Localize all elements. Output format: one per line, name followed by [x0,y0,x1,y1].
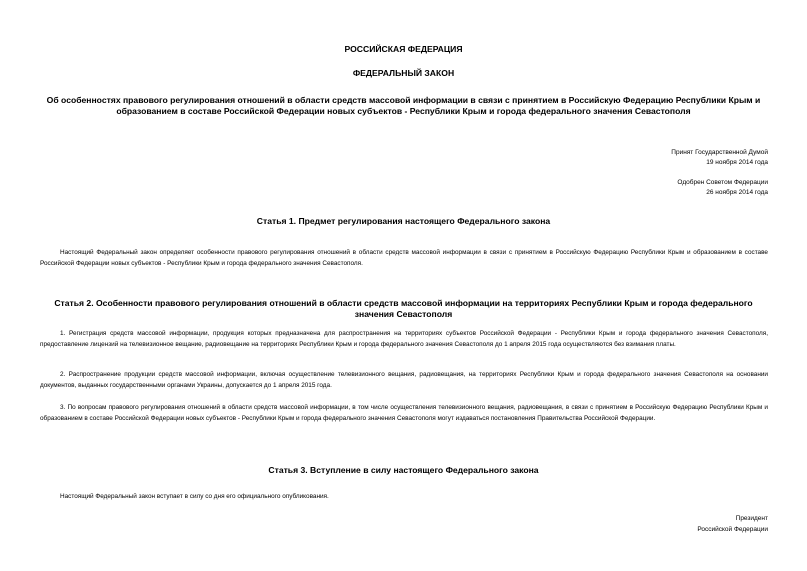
article-3-paragraph: Настоящий Федеральный закон вступает в силу со дня его официального опубликования. [60,493,329,500]
duma-adoption-date: 19 ноября 2014 года [706,159,768,166]
article-2-heading: Статья 2. Особенности правового регулирования отношений в области средств массовой информации на территориях Республики Крым и города федерального значения Севастополя [54,298,753,319]
signature-country: Российской Федерации [697,526,768,533]
law-title: Об особенностях правового регулирования отношений в области средств массовой информации в связи с принятием в Российскую Федерацию Республики Крым и образованием в составе Российской Федерации новых субъектов - Республики Крым и города федерального значения Севастополя [46,95,761,116]
council-approval-label: Одобрен Советом Федерации [677,179,768,186]
article-1-paragraph: Настоящий Федеральный закон определяет особенности правового регулирования отношений в области средств массовой информации в связи с принятием в Российскую Федерацию Республики Крым и образованием в составе Российской Федерации новых субъектов - Республики Крым и города федерального значения Севастополя. [40,249,768,267]
law-type-heading: ФЕДЕРАЛЬНЫЙ ЗАКОН [352,68,455,78]
article-1-heading: Статья 1. Предмет регулирования настоящего Федерального закона [256,216,551,226]
signature-position: Президент [735,515,768,522]
country-heading: РОССИЙСКАЯ ФЕДЕРАЦИЯ [344,44,463,54]
duma-adoption-label: Принят Государственной Думой [671,149,768,156]
article-3-heading: Статья 3. Вступление в силу настоящего Федерального закона [268,465,539,475]
council-approval-date: 26 ноября 2014 года [706,189,768,196]
article-2-paragraph-3: 3. По вопросам правового регулирования отношений в области средств массовой информации, в том числе осуществления телевизионного вещания, радиовещания, в связи с принятием в Российскую Федерацию Республики Крым и образованием в составе Российской Федерации новых субъектов - Республики Крым и города федерального значения Севастополя могут издаваться постановления Правительства Российской Федерации. [40,404,768,422]
article-2-paragraph-2: 2. Распространение продукции средств массовой информации, включая осуществление телевизионного вещания, радиовещания, на территориях Республики Крым и города федерального значения Севастополя на основании документов, выданных государственными органами Украины, допускается до 1 апреля 2015 года. [40,371,768,389]
article-2-paragraph-1: 1. Регистрация средств массовой информации, продукция которых предназначена для распространения на территориях субъектов Российской Федерации - Республики Крым и города федерального значения Севастополя, предоставление лицензий на телевизионное вещание, радиовещание на территориях Республики Крым и города федерального значения Севастополя до 1 апреля 2015 года осуществляются без взимания платы. [40,330,768,348]
